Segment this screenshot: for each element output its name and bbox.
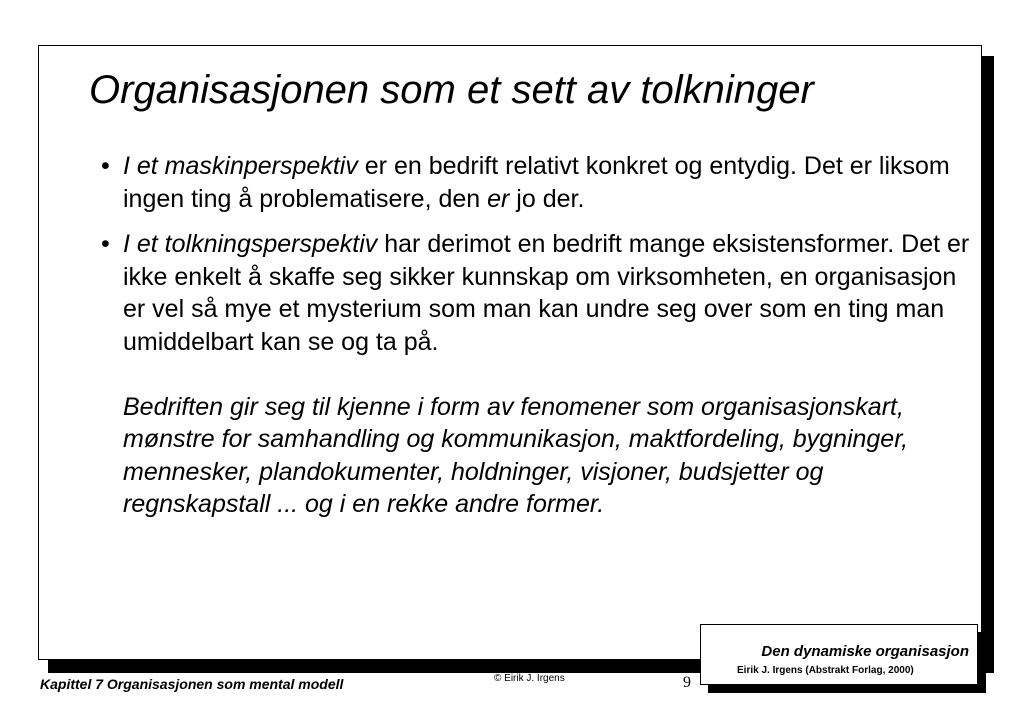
credit-box [700, 624, 978, 685]
page-number: 9 [683, 674, 691, 691]
paragraph-gap [123, 358, 973, 391]
author-line: Eirik J. Irgens (Abstrakt Forlag, 2000) [737, 665, 914, 676]
book-title: Den dynamiske organisasjon [761, 643, 969, 660]
footer-copyright: © Eirik J. Irgens [494, 673, 565, 684]
italic-paragraph: Bedriften gir seg til kjenne i form av fenomener som organisasjonskart, mønstre for samhandling og kommunikasjon, maktfordeling, bygninger, mennesker, plandokumenter, holdninger, visjoner, budsjetter og regnskapstall ... og i en rekke andre former. [123, 392, 909, 518]
bullet-machine-perspective [123, 150, 973, 215]
bullet-marker: • [101, 230, 110, 258]
bullet-marker: • [101, 152, 110, 180]
footer-chapter: Kapittel 7 Organisasjonen som mental modell [40, 676, 344, 692]
bullet-emphasis: er [487, 184, 510, 213]
slide-frame [38, 45, 982, 660]
bullet-text: har derimot en bedrift mange eksistensformer. Det er ikke enkelt å skaffe seg sikker kunnskap om virksomheten, en organisasjon er vel så mye et mysterium som man kan undre seg over som en ting man umiddelbart kan se og ta på. [123, 230, 970, 356]
bullet-interpretation-perspective [123, 228, 973, 521]
bullet-lead-italic: I et maskinperspektiv [123, 152, 358, 180]
bullet-lead-italic: I et tolkningsperspektiv [123, 230, 378, 258]
bullet-text-end: jo der. [509, 184, 585, 213]
slide-title: Organisasjonen som et sett av tolkninger [89, 68, 814, 112]
bullet-text: er en bedrift relativt konkret og entydig. Det er liksom ingen ting å problematisere, den [123, 152, 950, 213]
